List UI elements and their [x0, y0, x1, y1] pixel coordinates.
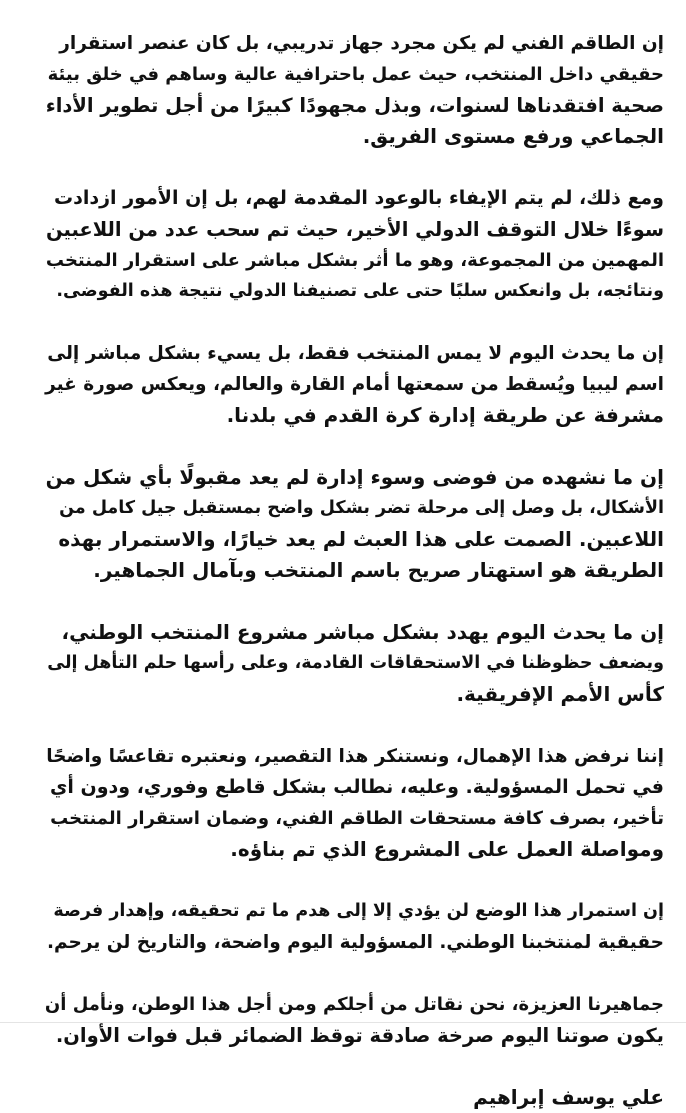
text-line: ويضعف حظوظنا في الاستحقاقات القادمة، وعلى رأسها حلم التأهل إلى [47, 653, 664, 673]
paragraph [44, 462, 664, 586]
paragraph [44, 338, 664, 431]
paragraph [44, 617, 664, 710]
text-line: إن استمرار هذا الوضع لن يؤدي إلا إلى هدم ما تم تحقيقه، وإهدار فرصة [53, 901, 664, 921]
text-line: تأخير، بصرف كافة مستحقات الطاقم الفني، وضمان استقرار المنتخب [50, 808, 664, 829]
text-line: صحية افتقدناها لسنوات، وبذل مجهودًا كبيرًا من أجل تطوير الأداء [45, 94, 664, 117]
text-line: الطريقة هو استهتار صريح باسم المنتخب وبآمال الجماهير. [93, 558, 664, 582]
text-line: إن ما يحدث اليوم لا يمس المنتخب فقط، بل يسيء بشكل مباشر إلى [47, 343, 664, 364]
text-line: الجماعي ورفع مستوى الفريق. [362, 124, 664, 148]
text-line: ومع ذلك، لم يتم الإيفاء بالوعود المقدمة لهم، بل إن الأمور ازدادت [54, 187, 664, 209]
text-line: إننا نرفض هذا الإهمال، ونستنكر هذا التقصير، ونعتبره تقاعسًا واضحًا [46, 746, 664, 767]
paragraph [44, 989, 664, 1051]
text-line: إن الطاقم الفني لم يكن مجرد جهاز تدريبي، بل كان عنصر استقرار [59, 33, 664, 54]
text-line: سوءًا خلال التوقف الدولي الأخير، حيث تم سحب عدد من اللاعبين [45, 218, 664, 241]
text-line: حقيقية لمنتخبنا الوطني. المسؤولية اليوم واضحة، والتاريخ لن يرحم. [46, 932, 664, 953]
divider [0, 1022, 686, 1023]
signature: علي يوسف إبراهيم [473, 1085, 664, 1109]
text-line: اسم ليبيا ويُسقط من سمعتها أمام القارة والعالم، ويعكس صورة غير [45, 374, 664, 395]
text-line: ونتائجه، بل وانعكس سلبًا حتى على تصنيفنا الدولي نتيجة هذه الفوضى. [56, 281, 664, 301]
text-line: جماهيرنا العزيزة، نحن نقاتل من أجلكم ومن أجل هذا الوطن، ونأمل أن [44, 994, 664, 1015]
paragraph [44, 741, 664, 865]
text-line: حقيقي داخل المنتخب، حيث عمل باحترافية عالية وساهم في خلق بيئة [47, 64, 664, 85]
statement-document [44, 28, 664, 1113]
text-line: في تحمل المسؤولية. وعليه، نطالب بشكل قاطع وفوري، ودون أي [49, 776, 664, 798]
text-line: يكون صوتنا اليوم صرخة صادقة توقظ الضمائر قبل فوات الأوان. [55, 1024, 664, 1047]
text-line: ومواصلة العمل على المشروع الذي تم بناؤه. [230, 837, 664, 861]
paragraph [44, 183, 664, 307]
text-line: كأس الأمم الإفريقية. [456, 682, 664, 706]
text-line: اللاعبين. الصمت على هذا العبث لم يعد خيارًا، والاستمرار بهذه [58, 527, 664, 551]
paragraph [44, 28, 664, 152]
text-line: مشرفة عن طريقة إدارة كرة القدم في بلدنا. [226, 403, 664, 427]
text-line: المهمين من المجموعة، وهو ما أثر بشكل مباشر على استقرار المنتخب [45, 250, 664, 271]
paragraph [44, 896, 664, 958]
text-line: إن ما نشهده من فوضى وسوء إدارة لم يعد مقبولًا بأي شكل من [45, 465, 664, 489]
text-line: إن ما يحدث اليوم يهدد بشكل مباشر مشروع المنتخب الوطني، [61, 620, 664, 644]
text-line: الأشكال، بل وصل إلى مرحلة تضر بشكل واضح بمستقبل جيل كامل من [59, 498, 664, 518]
